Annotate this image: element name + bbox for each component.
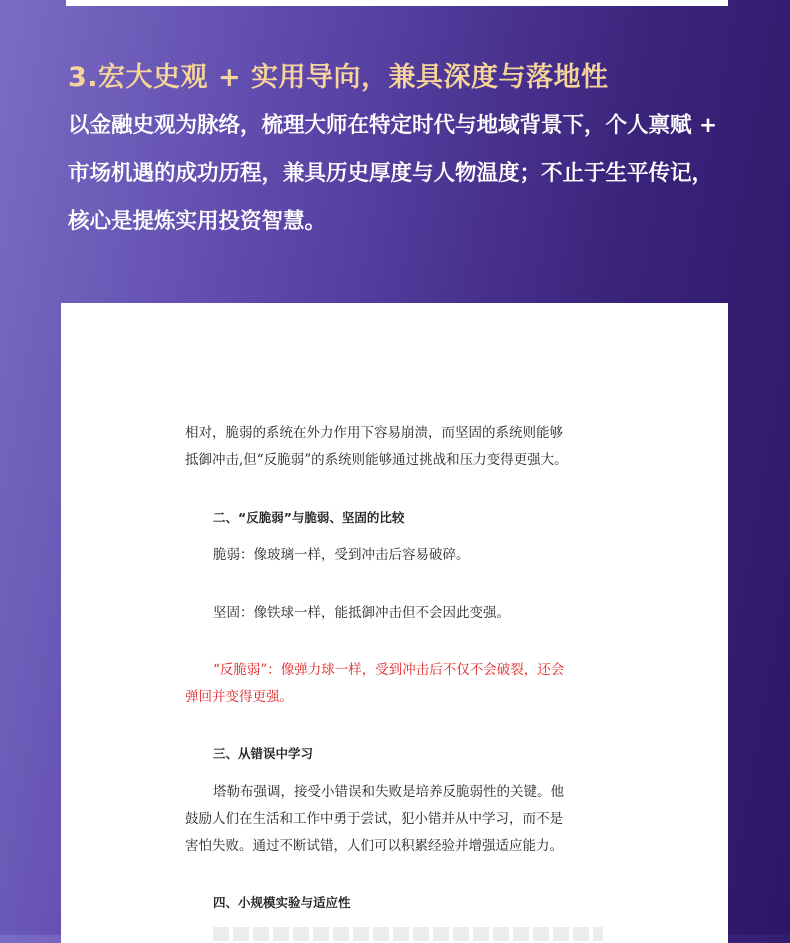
- text-line: 抵御冲击,但“反脆弱”的系统则能够通过挑战和压力变得更强大。: [185, 452, 568, 468]
- text-line: 害怕失败。通过不断试错，人们可以积累经验并增强适应能力。: [185, 838, 563, 854]
- text-line: 塔勒布强调，接受小错误和失败是培养反脆弱性的关键。他: [213, 784, 564, 800]
- feature-description: 以金融史观为脉络，梳理大师在特定时代与地域背景下，个人禀赋 + 市场机遇的成功历程，兼具历史厚度与人物温度；不止于生平传记，核心是提炼实用投资智慧。: [68, 113, 718, 234]
- paragraph-learning: [185, 779, 564, 860]
- text-line: 鼓励人们在生活和工作中勇于尝试，犯小错并从中学习，而不是: [185, 811, 563, 827]
- cropped-text-line: [213, 927, 603, 941]
- book-page-excerpt: [61, 303, 728, 943]
- feature-section: [68, 56, 728, 246]
- previous-card-edge: [66, 0, 728, 6]
- section-heading-comparison: 二、“反脆弱”与脆弱、坚固的比较: [213, 510, 405, 525]
- text-line: 相对，脆弱的系统在外力作用下容易崩溃，而坚固的系统则能够: [185, 425, 563, 441]
- text-line: “反脆弱”：像弹力球一样，受到冲击后不仅不会破裂，还会: [213, 662, 565, 678]
- paragraph-fragility-intro: [185, 420, 568, 474]
- section-heading-learning: 三、从错误中学习: [213, 746, 314, 761]
- text-line: 弹回并变得更强。: [185, 689, 293, 705]
- paragraph-robust: 坚固：像铁球一样，能抵御冲击但不会因此变强。: [213, 605, 510, 621]
- section-heading-experiments: 四、小规模实验与适应性: [213, 895, 351, 910]
- paragraph-antifragile-highlight: [185, 657, 564, 711]
- paragraph-fragile: 脆弱：像玻璃一样，受到冲击后容易破碎。: [213, 547, 470, 563]
- feature-heading: 3.宏大史观 + 实用导向，兼具深度与落地性: [68, 62, 609, 93]
